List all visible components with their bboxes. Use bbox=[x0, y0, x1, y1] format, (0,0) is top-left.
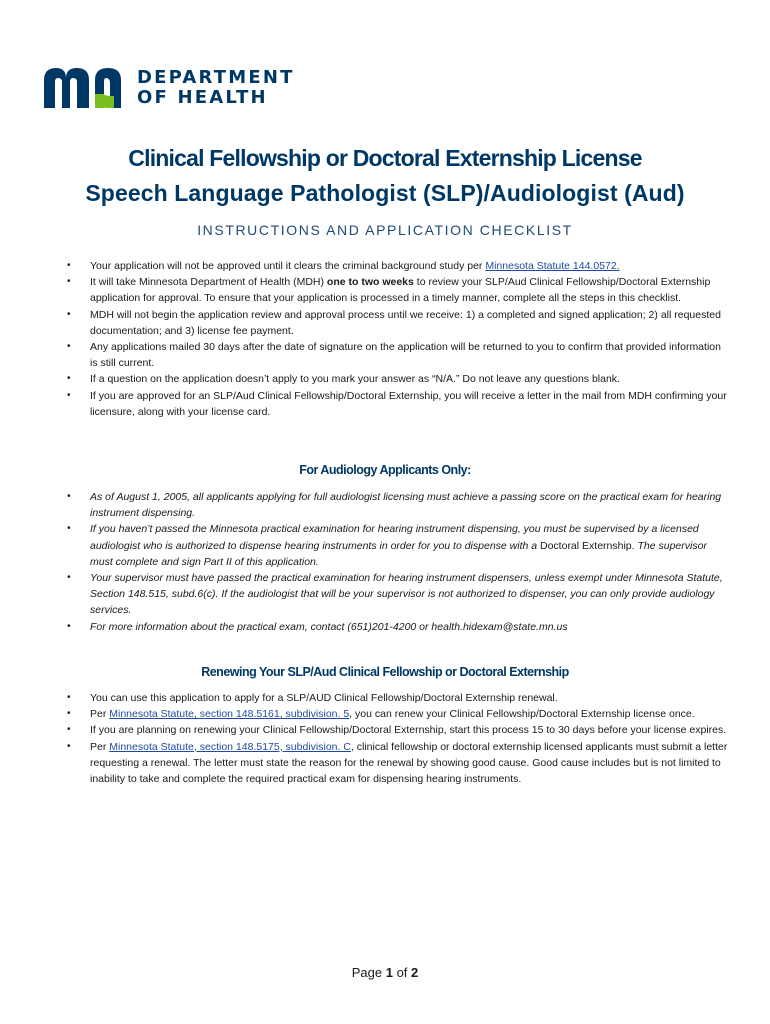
list-item: • Your supervisor must have passed the practical examination for hearing instrument dispensers, unless exempt under Minnesota Statute, Section 148.515, subd.6(c). If the audiologist that will be your supervisor is not authorized to dispenser, you can only provide audiology services. bbox=[62, 570, 730, 619]
audiology-list bbox=[62, 489, 730, 635]
statute-link-148-5161[interactable]: Minnesota Statute, section 148.5161, subdivision. 5 bbox=[109, 708, 350, 721]
logo-wordmark bbox=[137, 68, 295, 108]
list-item: • If a question on the application doesn’t apply to you mark your answer as “N/A.” Do not leave any questions blank. bbox=[62, 371, 730, 387]
renewing-heading: Renewing Your SLP/Aud Clinical Fellowship or Doctoral Externship bbox=[201, 665, 569, 679]
renewing-list bbox=[62, 690, 730, 787]
list-item: • If you are approved for an SLP/Aud Clinical Fellowship/Doctoral Externship, you will receive a letter in the mail from MDH confirming your licensure, along with your license card. bbox=[62, 388, 730, 420]
list-item: • If you haven’t passed the Minnesota practical examination for hearing instrument dispensing, you must be supervised by a licensed audiologist who is authorized to dispense hearing instruments in order for you to dispense with a Doctoral Externship. The supervisor must complete and sign Part II of this application. bbox=[62, 521, 730, 570]
list-item: • Your application will not be approved until it clears the criminal background study per Minnesota Statute 144.0572. bbox=[62, 258, 730, 274]
document-subtitle: Speech Language Pathologist (SLP)/Audiologist (Aud) bbox=[85, 180, 685, 206]
list-item: • Per Minnesota Statute, section 148.5175, subdivision. C, clinical fellowship or doctoral externship licensed applicants must submit a letter requesting a renewal. The letter must state the reason for the renewal by showing good cause. Good cause includes but is not limited to inability to take and complete the required practical exam for dispensing hearing instruments. bbox=[62, 739, 730, 788]
statute-link-148-5175[interactable]: Minnesota Statute, section 148.5175, subdivision. C bbox=[109, 740, 351, 753]
mn-logo-mark bbox=[44, 66, 132, 110]
checklist-heading: INSTRUCTIONS AND APPLICATION CHECKLIST bbox=[197, 222, 573, 238]
list-item: • If you are planning on renewing your Clinical Fellowship/Doctoral Externship, start this process 15 to 30 days before your license expires. bbox=[62, 722, 730, 738]
document-title: Clinical Fellowship or Doctoral Externship License bbox=[128, 145, 642, 171]
statute-link-144-0572[interactable]: Minnesota Statute 144.0572. bbox=[485, 260, 620, 272]
logo-line-of-health: OF HEALTH bbox=[137, 87, 268, 108]
list-item: • It will take Minnesota Department of Health (MDH) one to two weeks to review your SLP/Aud Clinical Fellowship/Doctoral Externship application for approval. To ensure that your application is processed in a timely manner, complete all the steps in this checklist. bbox=[62, 274, 730, 306]
list-item: • You can use this application to apply for a SLP/AUD Clinical Fellowship/Doctoral Externship renewal. bbox=[62, 690, 730, 706]
list-item: • Any applications mailed 30 days after the date of signature on the application will be returned to you to confirm that provided information is still current. bbox=[62, 339, 730, 371]
page-number: Page 1 of 2 bbox=[351, 965, 419, 980]
mdh-logo bbox=[44, 66, 304, 110]
instructions-list bbox=[62, 258, 730, 420]
list-item: • For more information about the practical exam, contact (651)201-4200 or health.hidexam@state.mn.us bbox=[62, 619, 730, 635]
logo-line-department: DEPARTMENT bbox=[137, 67, 295, 88]
list-item: • As of August 1, 2005, all applicants applying for full audiologist licensing must achieve a passing score on the practical exam for hearing instrument dispensing. bbox=[62, 489, 730, 521]
list-item: • MDH will not begin the application review and approval process until we receive: 1) a completed and signed application; 2) all requested documentation; and 3) license fee payment. bbox=[62, 307, 730, 339]
audiology-heading: For Audiology Applicants Only: bbox=[299, 463, 471, 477]
list-item: • Per Minnesota Statute, section 148.5161, subdivision. 5, you can renew your Clinical Fellowship/Doctoral Externship license once. bbox=[62, 706, 730, 722]
